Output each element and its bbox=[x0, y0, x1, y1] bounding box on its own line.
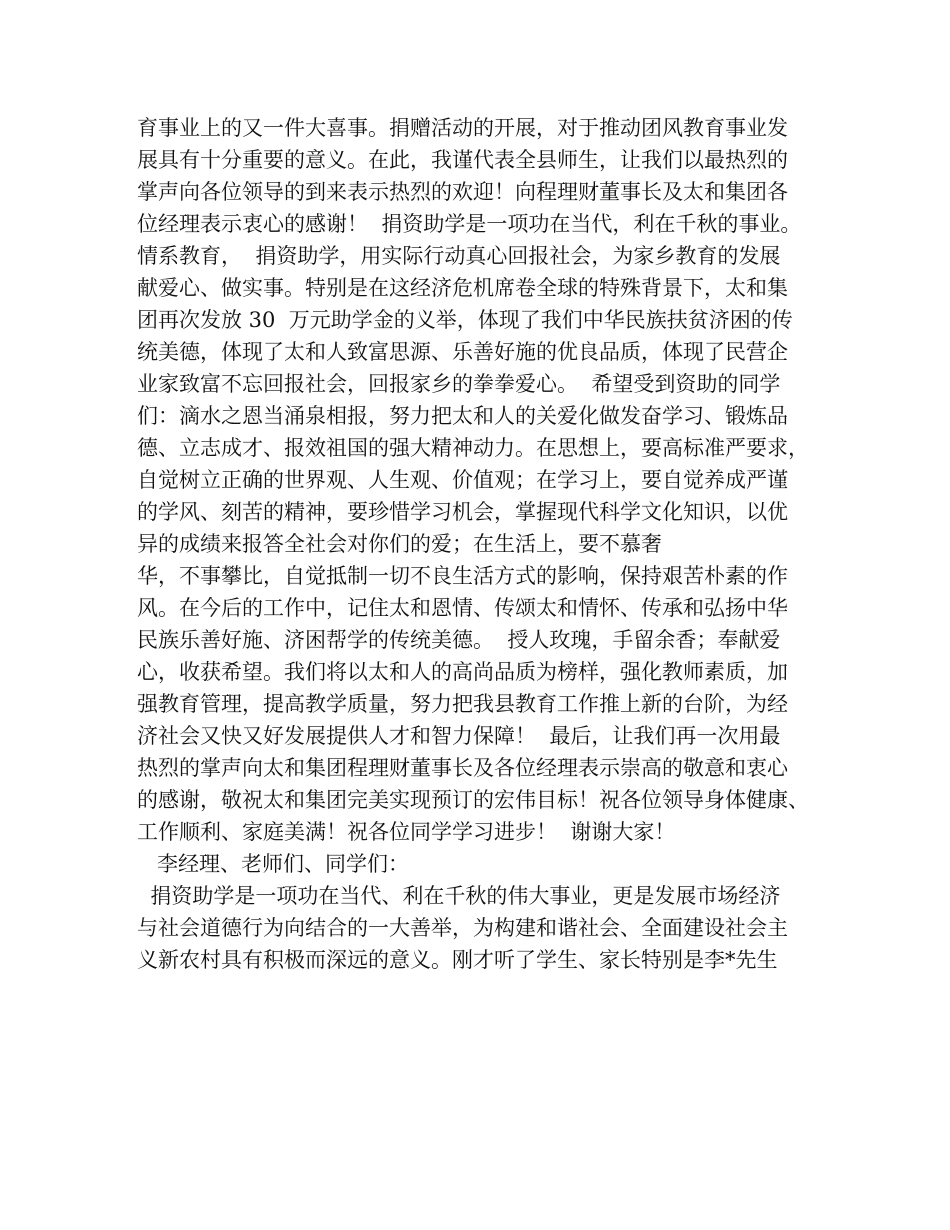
text-line: 的学风、刻苦的精神，要珍惜学习机会，掌握现代科学文化知识，以优 bbox=[137, 500, 788, 524]
text-line: 风。在今后的工作中，记住太和恩情、传颂太和情怀、传承和弘扬中华 bbox=[137, 596, 788, 620]
text-line: 热烈的掌声向太和集团程理财董事长及各位经理表示崇高的敬意和衷心 bbox=[137, 756, 788, 780]
text-line: 义新农村具有积极而深远的意义。刚才听了学生、家长特别是李*先生 bbox=[137, 948, 778, 972]
text-line: 掌声向各位领导的到来表示热烈的欢迎！向程理财董事长及太和集团各 bbox=[137, 180, 788, 204]
salutation-line: 李经理、老师们、同学们： bbox=[137, 852, 410, 876]
text-line: 工作顺利、家庭美满！祝各位同学学习进步！ 谢谢大家！ bbox=[137, 820, 676, 844]
text-line: 的感谢，敬祝太和集团完美实现预订的宏伟目标！祝各位领导身体健康、 bbox=[137, 788, 809, 812]
text-line: 情系教育， 捐资助学，用实际行动真心回报社会，为家乡教育的发展 bbox=[137, 244, 781, 268]
text-line: 团再次发放 30 万元助学金的义举，体现了我们中华民族扶贫济困的传 bbox=[137, 308, 793, 332]
text-line: 与社会道德行为向结合的一大善举，为构建和谐社会、全面建设社会主 bbox=[137, 916, 788, 940]
text-line: 献爱心、做实事。特别是在这经济危机席卷全球的特殊背景下，太和集 bbox=[137, 276, 788, 300]
text-line: 捐资助学是一项功在当代、利在千秋的伟大事业，更是发展市场经济 bbox=[137, 884, 781, 908]
text-line: 济社会又快又好发展提供人才和智力保障！ 最后，让我们再一次用最 bbox=[137, 724, 781, 748]
text-line: 业家致富不忘回报社会，回报家乡的拳拳爱心。 希望受到资助的同学 bbox=[137, 372, 781, 396]
body-text bbox=[137, 112, 837, 976]
text-line: 位经理表示衷心的感谢！ 捐资助学是一项功在当代，利在千秋的事业。 bbox=[137, 212, 802, 236]
text-line: 强教育管理，提高教学质量，努力把我县教育工作推上新的台阶，为经 bbox=[137, 692, 788, 716]
text-line: 民族乐善好施、济困帮学的传统美德。 授人玫瑰，手留余香；奉献爱 bbox=[137, 628, 781, 652]
text-line: 统美德，体现了太和人致富思源、乐善好施的优良品质，体现了民营企 bbox=[137, 340, 788, 364]
text-line: 心，收获希望。我们将以太和人的高尚品质为榜样，强化教师素质，加 bbox=[137, 660, 788, 684]
text-line: 异的成绩来报答全社会对你们的爱；在生活上，要不慕奢 bbox=[137, 532, 662, 556]
text-line: 们：滴水之恩当涌泉相报，努力把太和人的关爱化做发奋学习、锻炼品 bbox=[137, 404, 788, 428]
text-line: 德、立志成才、报效祖国的强大精神动力。在思想上，要高标准严要求， bbox=[137, 436, 809, 460]
text-line: 育事业上的又一件大喜事。捐赠活动的开展，对于推动团风教育事业发 bbox=[137, 116, 788, 140]
text-line: 华，不事攀比，自觉抵制一切不良生活方式的影响，保持艰苦朴素的作 bbox=[137, 564, 788, 588]
text-line: 自觉树立正确的世界观、人生观、价值观；在学习上，要自觉养成严谨 bbox=[137, 468, 788, 492]
text-line: 展具有十分重要的意义。在此，我谨代表全县师生，让我们以最热烈的 bbox=[137, 148, 788, 172]
